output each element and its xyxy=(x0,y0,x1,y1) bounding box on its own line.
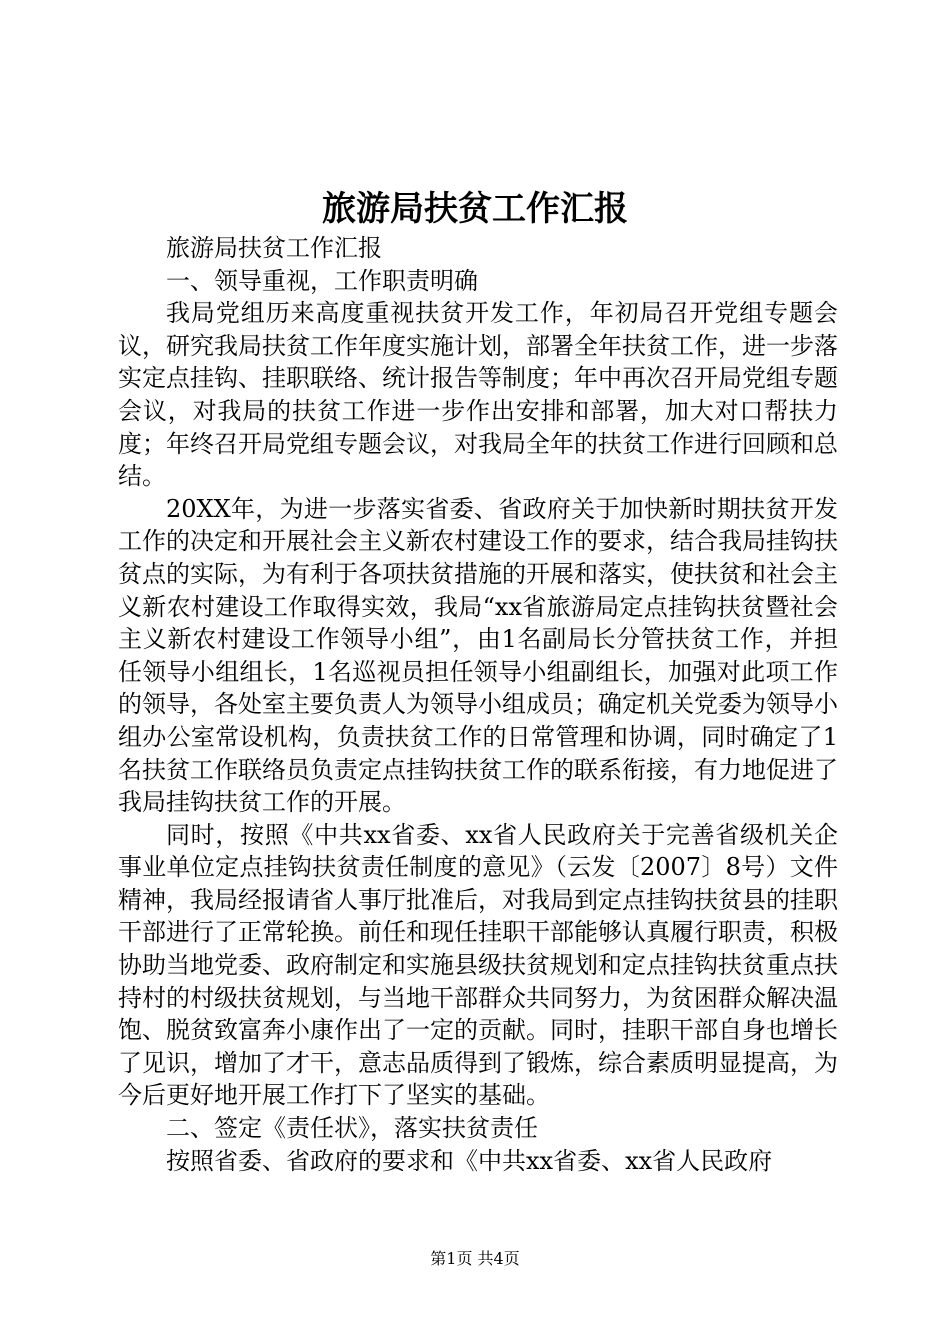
paragraph: 同时，按照《中共xx省委、xx省人民政府关于完善省级机关企事业单位定点挂钩扶贫责任制度的意见》（云发〔2007〕8号）文件精神，我局经报请省人事厅批准后，对我局到定点挂钩扶贫县的挂职干部进行了正常轮换。前任和现任挂职干部能够认真履行职责，积极协助当地党委、政府制定和实施县级扶贫规划和定点挂钩扶贫重点扶持村的村级扶贫规划，与当地干部群众共同努力，为贫困群众解决温饱、脱贫致富奔小康作出了一定的贡献。同时，挂职干部自身也增长了见识，增加了才干，意志品质得到了锻炼，综合素质明显提高，为今后更好地开展工作打下了坚实的基础。 xyxy=(118,820,838,1110)
document-title: 旅游局扶贫工作汇报 xyxy=(322,189,628,229)
paragraph: 20XX年，为进一步落实省委、省政府关于加快新时期扶贫开发工作的决定和开展社会主义新农村建设工作的要求，结合我局挂钩扶贫点的实际，为有利于各项扶贫措施的开展和落实，使扶贫和社会主义新农村建设工作取得实效，我局“xx省旅游局定点挂钩扶贫暨社会主义新农村建设工作领导小组”，由1名副局长分管扶贫工作，并担任领导小组组长，1名巡视员担任领导小组副组长，加强对此项工作的领导，各处室主要负责人为领导小组成员；确定机关党委为领导小组办公室常设机构，负责扶贫工作的日常管理和协调，同时确定了1名扶贫工作联络员负责定点挂钩扶贫工作的联系衔接，有力地促进了我局挂钩扶贫工作的开展。 xyxy=(118,494,838,817)
section-heading-2: 二、签定《责任状》，落实扶贫责任 xyxy=(166,1114,538,1143)
document-body xyxy=(118,232,838,1177)
section-heading-1: 一、领导重视，工作职责明确 xyxy=(166,266,478,295)
paragraph: 按照省委、省政府的要求和《中共xx省委、xx省人民政府 xyxy=(166,1146,773,1175)
paragraph: 我局党组历来高度重视扶贫开发工作，年初局召开党组专题会议，研究我局扶贫工作年度实施计划，部署全年扶贫工作，进一步落实定点挂钩、挂职联络、统计报告等制度；年中再次召开局党组专题会议，对我局的扶贫工作进一步作出安排和部署，加大对口帮扶力度；年终召开局党组专题会议，对我局全年的扶贫工作进行回顾和总结。 xyxy=(118,299,838,491)
paragraph-subtitle: 旅游局扶贫工作汇报 xyxy=(166,234,382,262)
page-number-footer: 第1页 共4页 xyxy=(430,1249,520,1268)
